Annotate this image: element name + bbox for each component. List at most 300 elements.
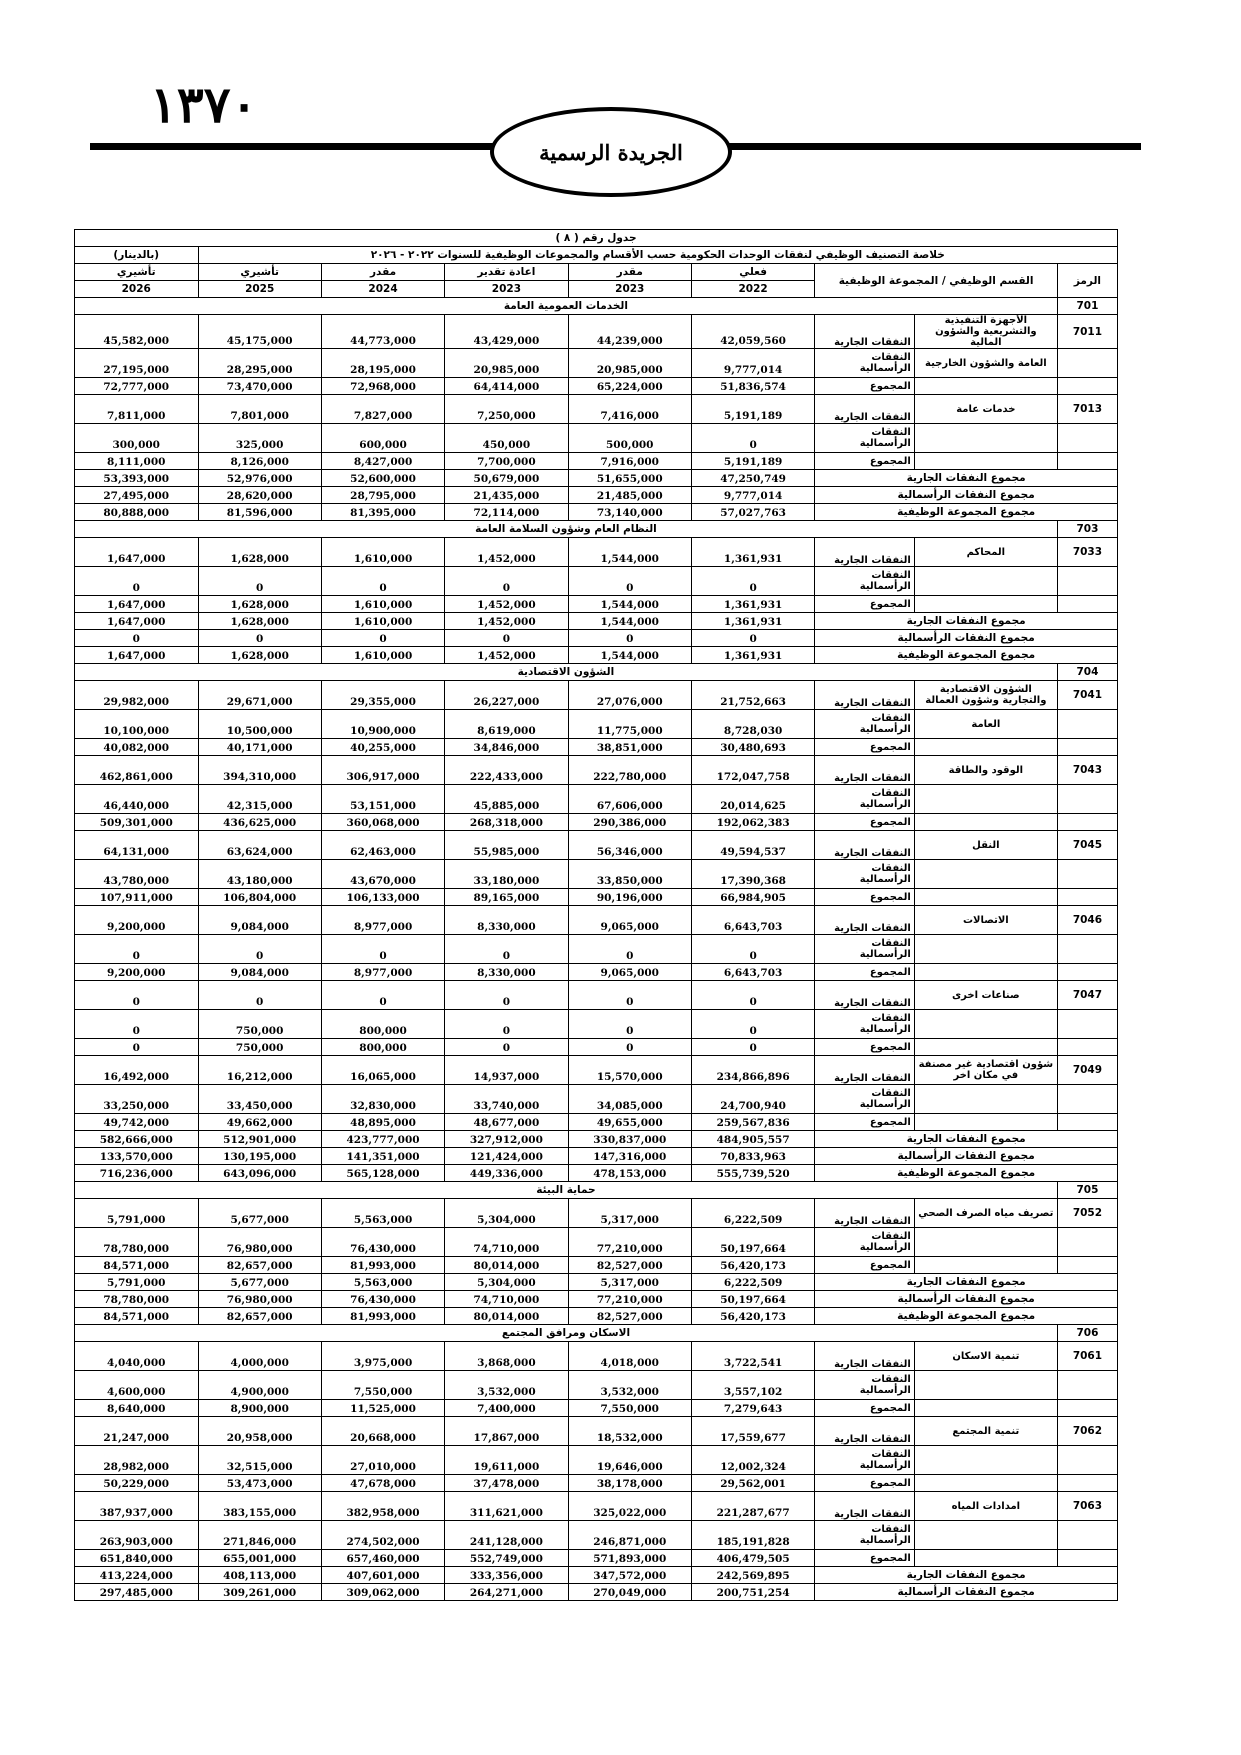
value-capital: 0 bbox=[321, 935, 444, 964]
section-sum-current-value: 423,777,000 bbox=[321, 1131, 444, 1148]
section-sum-current-value: 1,647,000 bbox=[75, 613, 199, 630]
value-current: 5,791,000 bbox=[75, 1199, 199, 1228]
value-current: 5,563,000 bbox=[321, 1199, 444, 1228]
value-current: 0 bbox=[321, 981, 444, 1010]
section-sum-group-value: 478,153,000 bbox=[568, 1165, 691, 1182]
group-code-blank bbox=[1057, 1010, 1117, 1039]
section-sum-capital-value: 0 bbox=[445, 630, 568, 647]
expense-type-capital: النفقات الرأسمالية bbox=[815, 567, 915, 596]
value-current: 45,175,000 bbox=[198, 315, 321, 349]
value-current: 462,861,000 bbox=[75, 756, 199, 785]
section-sum-capital-value: 264,271,000 bbox=[445, 1584, 568, 1601]
group-capital-row bbox=[75, 424, 1118, 453]
section-sum-capital-value: 50,197,664 bbox=[691, 1291, 814, 1308]
value-capital: 46,440,000 bbox=[75, 785, 199, 814]
group-current-row bbox=[75, 1417, 1118, 1446]
group-total-row bbox=[75, 964, 1118, 981]
section-sum-capital-value: 309,261,000 bbox=[198, 1584, 321, 1601]
value-capital: 3,532,000 bbox=[568, 1371, 691, 1400]
group-current-row bbox=[75, 681, 1118, 710]
value-current: 26,227,000 bbox=[445, 681, 568, 710]
value-capital: 33,450,000 bbox=[198, 1085, 321, 1114]
value-current: 29,982,000 bbox=[75, 681, 199, 710]
group-code-blank bbox=[1057, 1085, 1117, 1114]
group-capital-row bbox=[75, 1371, 1118, 1400]
group-name-blank bbox=[914, 1114, 1057, 1131]
group-name-blank bbox=[914, 378, 1057, 395]
value-total: 9,200,000 bbox=[75, 964, 199, 981]
section-sum-current-value: 327,912,000 bbox=[445, 1131, 568, 1148]
value-capital: 28,295,000 bbox=[198, 349, 321, 378]
value-total: 5,191,189 bbox=[691, 453, 814, 470]
value-current: 44,773,000 bbox=[321, 315, 444, 349]
section-sum-current-value: 53,393,000 bbox=[75, 470, 199, 487]
group-total-row bbox=[75, 1114, 1118, 1131]
section-row bbox=[75, 1182, 1118, 1199]
value-capital: 600,000 bbox=[321, 424, 444, 453]
expense-type-current: النفقات الجارية bbox=[815, 1492, 915, 1521]
section-sum-capital-label: مجموع النفقات الرأسمالية bbox=[815, 1584, 1118, 1601]
value-capital: 0 bbox=[445, 935, 568, 964]
section-sum-capital-value: 309,062,000 bbox=[321, 1584, 444, 1601]
group-current-row bbox=[75, 1342, 1118, 1371]
value-total: 82,527,000 bbox=[568, 1257, 691, 1274]
group-name-continued bbox=[914, 1521, 1057, 1550]
value-total: 657,460,000 bbox=[321, 1550, 444, 1567]
value-current: 0 bbox=[691, 981, 814, 1010]
group-code: 7052 bbox=[1057, 1199, 1117, 1228]
page-number: ١٣٧٠ bbox=[150, 75, 258, 134]
value-capital: 0 bbox=[75, 567, 199, 596]
value-current: 222,433,000 bbox=[445, 756, 568, 785]
section-sum-capital-value: 9,777,014 bbox=[691, 487, 814, 504]
value-capital: 32,515,000 bbox=[198, 1446, 321, 1475]
section-sum-current-value: 1,452,000 bbox=[445, 613, 568, 630]
section-sum-capital-value: 0 bbox=[691, 630, 814, 647]
value-total: 81,993,000 bbox=[321, 1257, 444, 1274]
expense-type-current: النفقات الجارية bbox=[815, 756, 915, 785]
expense-type-total: المجموع bbox=[815, 739, 915, 756]
group-name: امدادات المياه bbox=[914, 1492, 1057, 1521]
section-sum-group-value: 56,420,173 bbox=[691, 1308, 814, 1325]
expense-type-capital: النفقات الرأسمالية bbox=[815, 935, 915, 964]
value-total: 38,851,000 bbox=[568, 739, 691, 756]
expense-type-total: المجموع bbox=[815, 596, 915, 613]
expense-type-total: المجموع bbox=[815, 814, 915, 831]
section-sum-current-value: 1,610,000 bbox=[321, 613, 444, 630]
section-sum-capital-value: 21,435,000 bbox=[445, 487, 568, 504]
section-sum-group-value: 82,657,000 bbox=[198, 1308, 321, 1325]
value-total: 406,479,505 bbox=[691, 1550, 814, 1567]
table-subtitle: خلاصة التصنيف الوظيفي لنفقات الوحدات الحكومية حسب الأقسام والمجموعات الوظيفية للسنوات ٢٠٢٢ - ٢٠٢٦ bbox=[198, 247, 1118, 264]
value-capital: 263,903,000 bbox=[75, 1521, 199, 1550]
value-capital: 246,871,000 bbox=[568, 1521, 691, 1550]
value-total: 509,301,000 bbox=[75, 814, 199, 831]
value-total: 800,000 bbox=[321, 1039, 444, 1056]
group-name-blank bbox=[914, 739, 1057, 756]
value-total: 30,480,693 bbox=[691, 739, 814, 756]
header-type: اعادة تقدير bbox=[445, 264, 568, 281]
section-sum-current-label: مجموع النفقات الجارية bbox=[815, 613, 1118, 630]
section-name: الاسكان ومرافق المجتمع bbox=[75, 1325, 1058, 1342]
group-code-blank bbox=[1057, 785, 1117, 814]
expense-type-current: النفقات الجارية bbox=[815, 981, 915, 1010]
section-sum-capital-value: 130,195,000 bbox=[198, 1148, 321, 1165]
group-code-blank bbox=[1057, 1039, 1117, 1056]
section-sum-current-value: 5,304,000 bbox=[445, 1274, 568, 1291]
section-sum-current-value: 1,628,000 bbox=[198, 613, 321, 630]
group-current-row bbox=[75, 1056, 1118, 1085]
value-current: 311,621,000 bbox=[445, 1492, 568, 1521]
value-capital: 43,780,000 bbox=[75, 860, 199, 889]
value-current: 14,937,000 bbox=[445, 1056, 568, 1085]
value-capital: 27,010,000 bbox=[321, 1446, 444, 1475]
value-capital: 0 bbox=[568, 567, 691, 596]
value-total: 65,224,000 bbox=[568, 378, 691, 395]
value-total: 40,171,000 bbox=[198, 739, 321, 756]
value-capital: 185,191,828 bbox=[691, 1521, 814, 1550]
value-capital: 20,985,000 bbox=[568, 349, 691, 378]
expense-type-capital: النفقات الرأسمالية bbox=[815, 785, 915, 814]
section-sum-group-value: 82,527,000 bbox=[568, 1308, 691, 1325]
group-current-row bbox=[75, 756, 1118, 785]
section-sum-capital-row bbox=[75, 630, 1118, 647]
group-current-row bbox=[75, 538, 1118, 567]
section-sum-current-value: 47,250,749 bbox=[691, 470, 814, 487]
value-total: 49,662,000 bbox=[198, 1114, 321, 1131]
value-current: 1,452,000 bbox=[445, 538, 568, 567]
value-current: 5,317,000 bbox=[568, 1199, 691, 1228]
table-caption: جدول رقم ( ٨ ) bbox=[75, 230, 1118, 247]
value-total: 1,544,000 bbox=[568, 596, 691, 613]
section-code: 703 bbox=[1057, 521, 1117, 538]
value-capital: 0 bbox=[75, 1010, 199, 1039]
section-sum-capital-label: مجموع النفقات الرأسمالية bbox=[815, 487, 1118, 504]
value-current: 0 bbox=[445, 981, 568, 1010]
expense-type-total: المجموع bbox=[815, 964, 915, 981]
value-current: 382,958,000 bbox=[321, 1492, 444, 1521]
value-capital: 43,670,000 bbox=[321, 860, 444, 889]
group-total-row bbox=[75, 814, 1118, 831]
group-code: 7046 bbox=[1057, 906, 1117, 935]
header-type: مقدر bbox=[321, 264, 444, 281]
group-code: 7047 bbox=[1057, 981, 1117, 1010]
value-capital: 32,830,000 bbox=[321, 1085, 444, 1114]
value-capital: 0 bbox=[691, 1010, 814, 1039]
group-code: 7033 bbox=[1057, 538, 1117, 567]
value-current: 3,722,541 bbox=[691, 1342, 814, 1371]
value-total: 48,895,000 bbox=[321, 1114, 444, 1131]
value-total: 8,330,000 bbox=[445, 964, 568, 981]
value-total: 192,062,383 bbox=[691, 814, 814, 831]
value-capital: 10,500,000 bbox=[198, 710, 321, 739]
group-name-blank bbox=[914, 453, 1057, 470]
value-total: 8,900,000 bbox=[198, 1400, 321, 1417]
value-capital: 12,002,324 bbox=[691, 1446, 814, 1475]
group-total-row bbox=[75, 378, 1118, 395]
section-sum-group-value: 565,128,000 bbox=[321, 1165, 444, 1182]
value-total: 0 bbox=[445, 1039, 568, 1056]
value-total: 1,647,000 bbox=[75, 596, 199, 613]
group-code-blank bbox=[1057, 567, 1117, 596]
section-sum-capital-row bbox=[75, 1291, 1118, 1308]
section-sum-capital-value: 270,049,000 bbox=[568, 1584, 691, 1601]
value-current: 1,361,931 bbox=[691, 538, 814, 567]
section-sum-capital-value: 0 bbox=[321, 630, 444, 647]
value-capital: 300,000 bbox=[75, 424, 199, 453]
value-current: 394,310,000 bbox=[198, 756, 321, 785]
value-total: 268,318,000 bbox=[445, 814, 568, 831]
group-code-blank bbox=[1057, 889, 1117, 906]
group-name-continued bbox=[914, 860, 1057, 889]
value-capital: 0 bbox=[445, 567, 568, 596]
section-sum-current-row bbox=[75, 613, 1118, 630]
value-capital: 4,600,000 bbox=[75, 1371, 199, 1400]
group-name-continued bbox=[914, 1446, 1057, 1475]
group-name-blank bbox=[914, 1400, 1057, 1417]
value-capital: 9,777,014 bbox=[691, 349, 814, 378]
value-capital: 0 bbox=[198, 567, 321, 596]
value-capital: 33,850,000 bbox=[568, 860, 691, 889]
group-code-blank bbox=[1057, 739, 1117, 756]
value-current: 27,076,000 bbox=[568, 681, 691, 710]
value-current: 29,671,000 bbox=[198, 681, 321, 710]
group-name: الشؤون الاقتصادية والتجارية وشؤون العمالة bbox=[914, 681, 1057, 710]
group-name-blank bbox=[914, 964, 1057, 981]
header-year: 2023 bbox=[568, 281, 691, 298]
value-total: 73,470,000 bbox=[198, 378, 321, 395]
value-current: 387,937,000 bbox=[75, 1492, 199, 1521]
value-total: 40,082,000 bbox=[75, 739, 199, 756]
expense-type-total: المجموع bbox=[815, 1475, 915, 1492]
value-total: 64,414,000 bbox=[445, 378, 568, 395]
section-sum-capital-value: 28,620,000 bbox=[198, 487, 321, 504]
expense-type-capital: النفقات الرأسمالية bbox=[815, 1371, 915, 1400]
group-capital-row bbox=[75, 1521, 1118, 1550]
expense-type-current: النفقات الجارية bbox=[815, 395, 915, 424]
value-capital: 28,195,000 bbox=[321, 349, 444, 378]
group-code: 7013 bbox=[1057, 395, 1117, 424]
value-current: 17,559,677 bbox=[691, 1417, 814, 1446]
section-row bbox=[75, 664, 1118, 681]
section-sum-capital-value: 200,751,254 bbox=[691, 1584, 814, 1601]
value-total: 0 bbox=[568, 1039, 691, 1056]
group-name: الاتصالات bbox=[914, 906, 1057, 935]
header-year: 2026 bbox=[75, 281, 199, 298]
group-current-row bbox=[75, 1492, 1118, 1521]
value-capital: 10,100,000 bbox=[75, 710, 199, 739]
value-current: 1,628,000 bbox=[198, 538, 321, 567]
value-capital: 42,315,000 bbox=[198, 785, 321, 814]
value-capital: 76,980,000 bbox=[198, 1228, 321, 1257]
value-capital: 11,775,000 bbox=[568, 710, 691, 739]
value-total: 7,279,643 bbox=[691, 1400, 814, 1417]
group-code-blank bbox=[1057, 1475, 1117, 1492]
value-total: 0 bbox=[691, 1039, 814, 1056]
value-current: 16,212,000 bbox=[198, 1056, 321, 1085]
value-current: 5,304,000 bbox=[445, 1199, 568, 1228]
value-total: 107,911,000 bbox=[75, 889, 199, 906]
group-name: صناعات اخرى bbox=[914, 981, 1057, 1010]
value-capital: 3,532,000 bbox=[445, 1371, 568, 1400]
section-row bbox=[75, 1325, 1118, 1342]
value-capital: 274,502,000 bbox=[321, 1521, 444, 1550]
group-code-blank bbox=[1057, 596, 1117, 613]
value-total: 49,742,000 bbox=[75, 1114, 199, 1131]
section-name: الشؤون الاقتصادية bbox=[75, 664, 1058, 681]
section-code: 705 bbox=[1057, 1182, 1117, 1199]
value-capital: 17,390,368 bbox=[691, 860, 814, 889]
group-code-blank bbox=[1057, 814, 1117, 831]
group-current-row bbox=[75, 831, 1118, 860]
group-capital-row bbox=[75, 710, 1118, 739]
section-name: الخدمات العمومية العامة bbox=[75, 298, 1058, 315]
section-sum-capital-row bbox=[75, 487, 1118, 504]
section-sum-group-value: 81,596,000 bbox=[198, 504, 321, 521]
value-current: 43,429,000 bbox=[445, 315, 568, 349]
value-current: 8,330,000 bbox=[445, 906, 568, 935]
value-capital: 450,000 bbox=[445, 424, 568, 453]
value-current: 0 bbox=[568, 981, 691, 1010]
value-total: 56,420,173 bbox=[691, 1257, 814, 1274]
value-total: 7,916,000 bbox=[568, 453, 691, 470]
value-current: 9,065,000 bbox=[568, 906, 691, 935]
group-name-continued bbox=[914, 785, 1057, 814]
section-sum-group-value: 57,027,763 bbox=[691, 504, 814, 521]
section-sum-group-value: 555,739,520 bbox=[691, 1165, 814, 1182]
expense-type-current: النفقات الجارية bbox=[815, 1342, 915, 1371]
section-sum-current-value: 484,905,557 bbox=[691, 1131, 814, 1148]
value-total: 8,977,000 bbox=[321, 964, 444, 981]
value-total: 571,893,000 bbox=[568, 1550, 691, 1567]
value-current: 21,247,000 bbox=[75, 1417, 199, 1446]
section-sum-current-value: 52,600,000 bbox=[321, 470, 444, 487]
section-name: النظام العام وشؤون السلامة العامة bbox=[75, 521, 1058, 538]
group-name-blank bbox=[914, 596, 1057, 613]
header-code: الرمز bbox=[1057, 264, 1117, 298]
group-name: الأجهزة التنفيذية والتشريعية والشؤون المالية bbox=[914, 315, 1057, 349]
value-current: 1,647,000 bbox=[75, 538, 199, 567]
value-total: 8,111,000 bbox=[75, 453, 199, 470]
value-capital: 45,885,000 bbox=[445, 785, 568, 814]
value-current: 17,867,000 bbox=[445, 1417, 568, 1446]
group-current-row bbox=[75, 1199, 1118, 1228]
section-sum-capital-label: مجموع النفقات الرأسمالية bbox=[815, 1291, 1118, 1308]
group-code-blank bbox=[1057, 349, 1117, 378]
group-capital-row bbox=[75, 785, 1118, 814]
group-code-blank bbox=[1057, 1400, 1117, 1417]
expense-type-capital: النفقات الرأسمالية bbox=[815, 860, 915, 889]
value-capital: 500,000 bbox=[568, 424, 691, 453]
value-capital: 800,000 bbox=[321, 1010, 444, 1039]
value-total: 106,133,000 bbox=[321, 889, 444, 906]
section-sum-group-label: مجموع المجموعة الوظيفية bbox=[815, 647, 1118, 664]
section-sum-group-row bbox=[75, 1308, 1118, 1325]
group-name-continued bbox=[914, 1228, 1057, 1257]
group-name-blank bbox=[914, 889, 1057, 906]
group-code-blank bbox=[1057, 1521, 1117, 1550]
group-name-blank bbox=[914, 814, 1057, 831]
value-capital: 20,985,000 bbox=[445, 349, 568, 378]
section-sum-group-value: 643,096,000 bbox=[198, 1165, 321, 1182]
section-sum-current-value: 413,224,000 bbox=[75, 1567, 199, 1584]
expense-type-total: المجموع bbox=[815, 889, 915, 906]
section-sum-capital-label: مجموع النفقات الرأسمالية bbox=[815, 630, 1118, 647]
value-current: 6,222,509 bbox=[691, 1199, 814, 1228]
group-code-blank bbox=[1057, 1114, 1117, 1131]
value-capital: 7,550,000 bbox=[321, 1371, 444, 1400]
value-total: 72,968,000 bbox=[321, 378, 444, 395]
group-name-continued bbox=[914, 567, 1057, 596]
section-sum-capital-value: 21,485,000 bbox=[568, 487, 691, 504]
value-current: 7,801,000 bbox=[198, 395, 321, 424]
section-sum-group-value: 1,610,000 bbox=[321, 647, 444, 664]
value-total: 72,777,000 bbox=[75, 378, 199, 395]
section-sum-capital-value: 0 bbox=[75, 630, 199, 647]
value-capital: 8,619,000 bbox=[445, 710, 568, 739]
value-current: 5,677,000 bbox=[198, 1199, 321, 1228]
group-name: المحاكم bbox=[914, 538, 1057, 567]
value-capital: 27,195,000 bbox=[75, 349, 199, 378]
group-capital-row bbox=[75, 935, 1118, 964]
section-sum-group-row bbox=[75, 647, 1118, 664]
group-code-blank bbox=[1057, 1371, 1117, 1400]
group-total-row bbox=[75, 596, 1118, 613]
value-capital: 19,646,000 bbox=[568, 1446, 691, 1475]
section-sum-current-value: 347,572,000 bbox=[568, 1567, 691, 1584]
group-name-blank bbox=[914, 1039, 1057, 1056]
section-sum-capital-value: 77,210,000 bbox=[568, 1291, 691, 1308]
value-total: 9,065,000 bbox=[568, 964, 691, 981]
section-sum-group-value: 80,888,000 bbox=[75, 504, 199, 521]
value-total: 51,836,574 bbox=[691, 378, 814, 395]
section-sum-current-value: 5,563,000 bbox=[321, 1274, 444, 1291]
expense-type-total: المجموع bbox=[815, 1039, 915, 1056]
section-sum-current-value: 5,677,000 bbox=[198, 1274, 321, 1291]
group-name: الوقود والطاقة bbox=[914, 756, 1057, 785]
section-sum-group-row bbox=[75, 504, 1118, 521]
value-current: 4,040,000 bbox=[75, 1342, 199, 1371]
section-sum-capital-value: 133,570,000 bbox=[75, 1148, 199, 1165]
group-name: تصريف مياه الصرف الصحي bbox=[914, 1199, 1057, 1228]
value-capital: 53,151,000 bbox=[321, 785, 444, 814]
expense-type-total: المجموع bbox=[815, 1550, 915, 1567]
section-sum-current-value: 6,222,509 bbox=[691, 1274, 814, 1291]
header-type: تأشيري bbox=[75, 264, 199, 281]
section-sum-current-label: مجموع النفقات الجارية bbox=[815, 470, 1118, 487]
group-name: النقل bbox=[914, 831, 1057, 860]
section-sum-current-value: 5,317,000 bbox=[568, 1274, 691, 1291]
value-total: 34,846,000 bbox=[445, 739, 568, 756]
value-total: 40,255,000 bbox=[321, 739, 444, 756]
section-sum-capital-row bbox=[75, 1584, 1118, 1601]
group-total-row bbox=[75, 739, 1118, 756]
section-sum-capital-value: 74,710,000 bbox=[445, 1291, 568, 1308]
value-capital: 24,700,940 bbox=[691, 1085, 814, 1114]
value-capital: 750,000 bbox=[198, 1010, 321, 1039]
value-current: 18,532,000 bbox=[568, 1417, 691, 1446]
section-code: 701 bbox=[1057, 298, 1117, 315]
value-current: 4,000,000 bbox=[198, 1342, 321, 1371]
value-current: 7,811,000 bbox=[75, 395, 199, 424]
group-total-row bbox=[75, 453, 1118, 470]
value-capital: 33,180,000 bbox=[445, 860, 568, 889]
value-current: 1,544,000 bbox=[568, 538, 691, 567]
value-capital: 271,846,000 bbox=[198, 1521, 321, 1550]
group-current-row bbox=[75, 981, 1118, 1010]
expense-type-capital: النفقات الرأسمالية bbox=[815, 1010, 915, 1039]
value-capital: 20,014,625 bbox=[691, 785, 814, 814]
